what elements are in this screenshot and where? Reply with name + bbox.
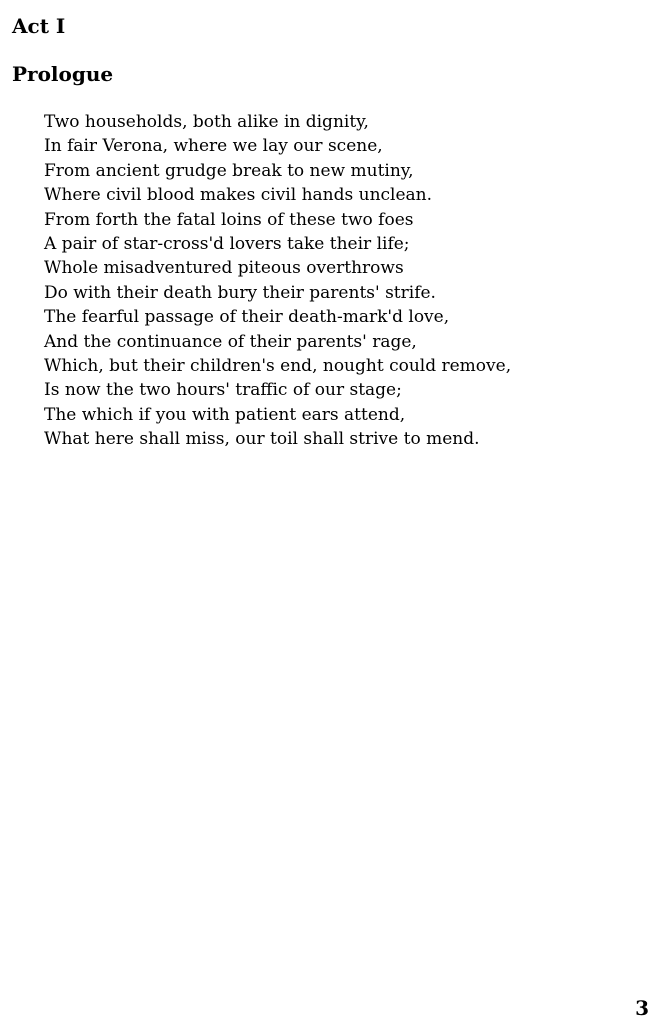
prologue-verse [44, 110, 511, 452]
act-heading: Act I [12, 14, 66, 38]
verse-line: What here shall miss, our toil shall strive to mend. [44, 429, 480, 450]
verse-line: Two households, both alike in dignity, [44, 112, 369, 132]
page-number: 3 [635, 996, 649, 1020]
verse-line: A pair of star-cross'd lovers take their life; [44, 234, 410, 255]
verse-line: And the continuance of their parents' rage, [44, 331, 417, 352]
verse-line: The which if you with patient ears attend, [44, 404, 406, 425]
verse-line: Where civil blood makes civil hands unclean. [44, 185, 433, 206]
verse-line: Whole misadventured piteous overthrows [44, 258, 404, 279]
verse-line: Do with their death bury their parents' strife. [44, 282, 436, 303]
verse-line: In fair Verona, where we lay our scene, [44, 136, 383, 157]
verse-line: The fearful passage of their death-mark'd love, [44, 307, 450, 328]
prologue-heading: Prologue [12, 62, 114, 86]
verse-line: From forth the fatal loins of these two foes [44, 209, 414, 230]
verse-line: Which, but their children's end, nought could remove, [44, 356, 512, 377]
verse-line: Is now the two hours' traffic of our stage; [44, 380, 402, 401]
verse-line: From ancient grudge break to new mutiny, [44, 160, 414, 181]
